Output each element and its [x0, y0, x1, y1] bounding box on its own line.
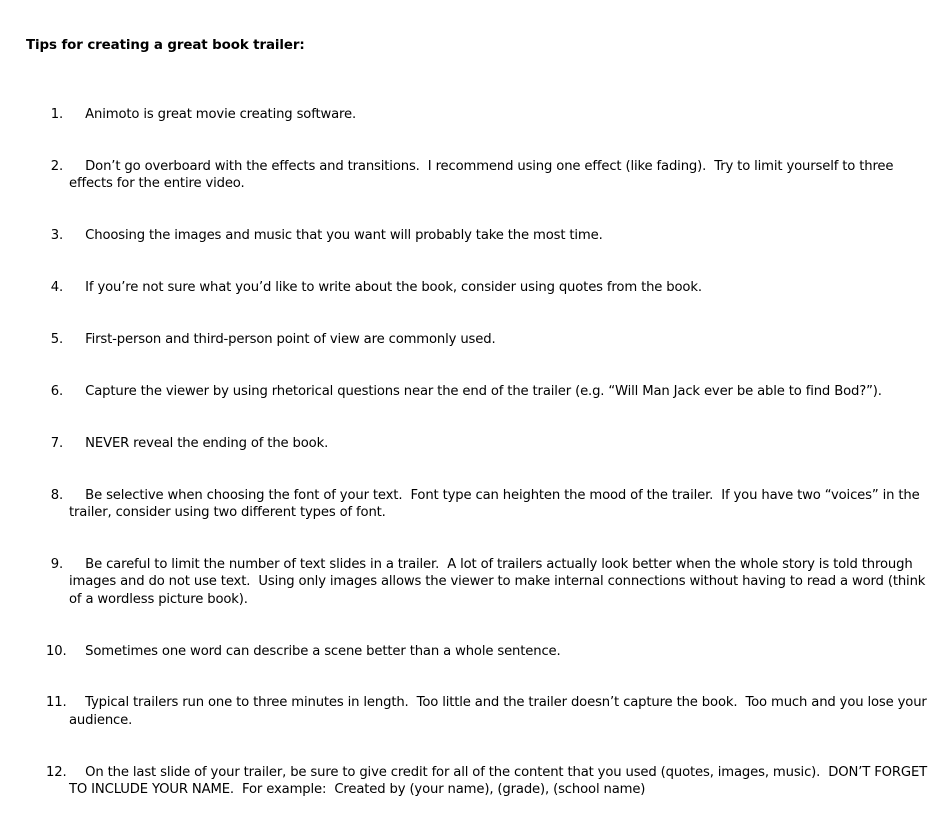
tip-text: Capture the viewer by using rhetorical questions near the end of the trailer (e.g. “Will Man Jack ever be able to find Bod?”).	[85, 384, 882, 400]
tip-text: NEVER reveal the ending of the book.	[85, 435, 329, 451]
list-number: 1.	[50, 107, 63, 123]
tips-list	[0, 89, 930, 815]
list-number: 10.	[46, 643, 67, 659]
tip-text: Be careful to limit the number of text slides in a trailer. A lot of trailers actually look better when the whole story is told through images and do not use text. Using only images allows the viewer to make internal connections without having to read a word (think of a wordless picture book).	[69, 557, 930, 607]
list-item-tip-12	[0, 746, 930, 815]
list-number: 2.	[50, 159, 63, 175]
list-item-tip-9	[0, 539, 930, 625]
list-item-tip-2	[0, 141, 930, 210]
list-item-tip-3	[0, 210, 930, 262]
list-number: 12.	[46, 764, 67, 780]
list-item-tip-7	[0, 418, 930, 470]
tip-text: Choosing the images and music that you want will probably take the most time.	[85, 228, 603, 244]
tip-text: Animoto is great movie creating software.	[85, 107, 357, 123]
list-item-tip-8	[0, 470, 930, 539]
list-item-tip-10	[0, 625, 930, 677]
tip-text: On the last slide of your trailer, be sure to give credit for all of the content that you used (quotes, images, music). DON’T FORGET TO INCLUDE YOUR NAME. For example: Created by (your name), (grade), (school name)	[69, 764, 932, 797]
list-item-tip-1	[0, 89, 930, 141]
tip-text: Be selective when choosing the font of your text. Font type can heighten the mood of the trailer. If you have two “voices” in the trailer, consider using two different types of font.	[69, 487, 924, 521]
tip-text: Sometimes one word can describe a scene better than a whole sentence.	[85, 643, 561, 659]
tip-text: Typical trailers run one to three minutes in length. Too little and the trailer doesn’t capture the book. Too much and you lose your audience.	[69, 695, 931, 728]
list-number: 7.	[50, 435, 63, 451]
list-item-tip-4	[0, 262, 930, 314]
page-title: Tips for creating a great book trailer:	[26, 38, 305, 53]
list-number: 9.	[50, 557, 63, 573]
tip-text: First-person and third-person point of view are commonly used.	[85, 332, 496, 348]
tip-text: If you’re not sure what you’d like to write about the book, consider using quotes from the book.	[85, 280, 702, 296]
list-number: 6.	[50, 384, 63, 400]
list-item-tip-11	[0, 677, 930, 746]
tip-text: Don’t go overboard with the effects and transitions. I recommend using one effect (like fading). Try to limit yourself to three effects for the entire video.	[69, 159, 898, 192]
list-number: 5.	[50, 332, 63, 348]
list-number: 8.	[50, 487, 63, 503]
list-item-tip-6	[0, 366, 930, 418]
list-number: 4.	[50, 280, 63, 296]
list-item-tip-5	[0, 314, 930, 366]
list-number: 3.	[50, 228, 63, 244]
list-number: 11.	[46, 695, 67, 711]
